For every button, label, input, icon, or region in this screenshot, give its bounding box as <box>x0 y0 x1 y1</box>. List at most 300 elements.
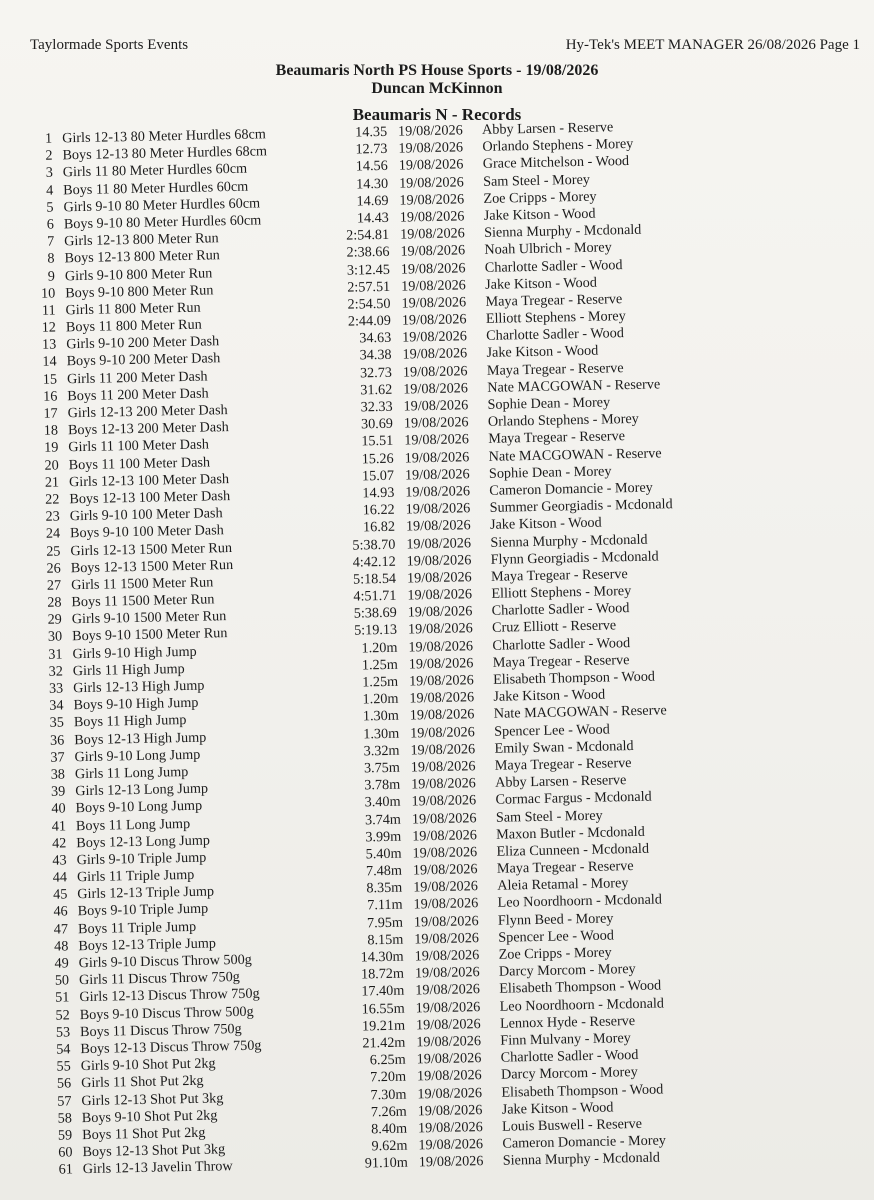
record-mark: 19.21m <box>361 1017 406 1035</box>
record-number: 35 <box>49 714 65 732</box>
record-number: 39 <box>50 783 66 800</box>
record-event: Girls 9-10 Triple Jump <box>76 849 207 869</box>
record-event: Boys 11 1500 Meter Run <box>71 591 215 611</box>
record-athlete: Jake Kitson - Wood <box>493 686 606 705</box>
record-number: 48 <box>54 938 69 955</box>
record-number: 5 <box>46 199 54 216</box>
record-date: 19/08/2026 <box>404 465 470 484</box>
record-event: Boys 9-10 1500 Meter Run <box>71 625 228 645</box>
record-number: 49 <box>54 955 69 972</box>
record-number: 51 <box>55 989 70 1007</box>
record-event: Boys 11 Long Jump <box>75 815 191 834</box>
record-mark: 4:42.12 <box>352 553 396 571</box>
record-mark: 18.72m <box>360 965 405 983</box>
record-mark: 2:38.66 <box>346 244 390 261</box>
record-athlete: Maya Tregear - Reserve <box>494 754 632 774</box>
record-event: Girls 9-10 High Jump <box>72 643 197 662</box>
record-date: 19/08/2026 <box>418 1153 484 1171</box>
record-athlete: Nate MACGOWAN - Reserve <box>493 702 667 723</box>
record-event: Boys 12-13 Discus Throw 750g <box>80 1037 262 1058</box>
record-athlete: Spencer Lee - Wood <box>493 721 610 740</box>
report-title: Beaumaris N - Records <box>352 105 522 124</box>
record-athlete: Cormac Fargus - Mcdonald <box>495 788 652 809</box>
record-mark: 8.35m <box>366 879 403 897</box>
record-mark: 16.55m <box>361 1000 405 1018</box>
record-mark: 7.26m <box>370 1103 407 1121</box>
record-event: Boys 9-10 800 Meter Run <box>65 282 214 302</box>
record-date: 19/08/2026 <box>404 448 470 467</box>
record-number: 59 <box>57 1127 73 1144</box>
record-date: 19/08/2026 <box>408 655 474 673</box>
record-event: Girls 11 Long Jump <box>74 763 189 783</box>
record-number: 57 <box>57 1092 72 1110</box>
record-mark: 16.82 <box>362 519 396 536</box>
record-athlete: Maya Tregear - Reserve <box>496 858 634 877</box>
record-mark: 14.43 <box>356 209 389 227</box>
record-date: 19/08/2026 <box>398 173 464 192</box>
record-event: Girls 12-13 80 Meter Hurdles 68cm <box>61 126 266 147</box>
record-event: Boys 12-13 100 Meter Dash <box>69 487 231 508</box>
record-date: 19/08/2026 <box>418 1136 484 1154</box>
record-number: 11 <box>41 302 56 319</box>
record-athlete: Jake Kitson - Wood <box>489 514 602 534</box>
record-athlete: Sam Steel - Morey <box>495 807 603 826</box>
record-athlete: Spencer Lee - Wood <box>498 927 615 946</box>
record-date: 19/08/2026 <box>401 276 466 295</box>
record-event: Girls 11 High Jump <box>72 660 185 680</box>
record-date: 19/08/2026 <box>401 294 467 312</box>
record-mark: 5:18.54 <box>352 570 397 588</box>
record-date: 19/08/2026 <box>415 981 481 999</box>
record-event: Boys 11 Discus Throw 750g <box>79 1020 242 1040</box>
record-mark: 14.69 <box>356 192 389 210</box>
record-date: 19/08/2026 <box>416 1050 482 1068</box>
record-number: 22 <box>45 491 60 508</box>
record-mark: 17.40m <box>361 983 405 1000</box>
record-event: Girls 11 1500 Meter Run <box>70 574 214 594</box>
record-athlete: Nate MACGOWAN - Reserve <box>487 376 661 396</box>
record-athlete: Abby Larsen - Reserve <box>481 119 614 138</box>
record-mark: 32.33 <box>360 398 393 416</box>
record-number: 16 <box>42 388 58 405</box>
record-mark: 3:12.45 <box>346 261 391 279</box>
record-date: 19/08/2026 <box>399 225 465 243</box>
record-date: 19/08/2026 <box>417 1084 483 1102</box>
record-number: 26 <box>46 560 61 577</box>
record-date: 19/08/2026 <box>414 964 480 982</box>
record-number: 58 <box>57 1110 72 1127</box>
record-number: 12 <box>41 319 57 336</box>
record-event: Girls 11 800 Meter Run <box>65 299 201 319</box>
record-number: 53 <box>55 1024 71 1041</box>
record-athlete: Jake Kitson - Wood <box>485 274 598 293</box>
record-athlete: Leo Noordhoorn - Mcdonald <box>497 891 663 912</box>
record-event: Girls 12-13 Triple Jump <box>77 883 215 903</box>
record-date: 19/08/2026 <box>408 637 474 656</box>
record-number: 19 <box>44 439 59 457</box>
record-event: Boys 11 Triple Jump <box>77 918 197 937</box>
record-mark: 15.26 <box>361 450 394 467</box>
record-event: Girls 9-10 80 Meter Hurdles 60cm <box>63 195 261 216</box>
record-mark: 8.40m <box>371 1120 408 1138</box>
meet-title: Beaumaris North PS House Sports - 19/08/2026 <box>275 62 599 79</box>
record-number: 28 <box>47 594 62 611</box>
record-athlete: Maya Tregear - Reserve <box>486 359 624 379</box>
record-event: Girls 12-13 800 Meter Run <box>64 230 219 250</box>
record-athlete: Sienna Murphy - Mcdonald <box>490 531 648 551</box>
record-date: 19/08/2026 <box>416 1033 482 1051</box>
record-date: 19/08/2026 <box>416 1067 482 1085</box>
record-mark: 14.30m <box>360 948 404 966</box>
record-number: 42 <box>51 835 67 852</box>
record-athlete: Maya Tregear - Reserve <box>485 291 623 310</box>
record-athlete: Orlando Stephens - Morey <box>482 136 634 156</box>
record-mark: 30.69 <box>360 415 394 433</box>
record-mark: 34.63 <box>359 330 392 347</box>
record-date: 19/08/2026 <box>403 397 469 415</box>
record-date: 19/08/2026 <box>413 912 479 931</box>
record-number: 32 <box>48 663 64 680</box>
record-date: 19/08/2026 <box>404 431 470 449</box>
record-athlete: Maxon Butler - Mcdonald <box>496 823 645 843</box>
record-athlete: Eliza Cunneen - Mcdonald <box>496 840 650 860</box>
record-date: 19/08/2026 <box>398 156 464 174</box>
record-mark: 1.25m <box>362 673 399 691</box>
record-event: Boys 9-10 200 Meter Dash <box>66 350 221 370</box>
record-number: 43 <box>52 852 67 869</box>
record-athlete: Charlotte Sadler - Wood <box>491 600 630 620</box>
record-mark: 3.78m <box>364 776 401 794</box>
venue-title: Duncan McKinnon <box>371 80 503 97</box>
record-event: Girls 11 200 Meter Dash <box>66 368 208 387</box>
record-athlete: Jake Kitson - Wood <box>501 1099 614 1118</box>
record-athlete: Jake Kitson - Wood <box>486 343 599 362</box>
record-athlete: Louis Buswell - Reserve <box>501 1115 643 1135</box>
record-mark: 5:38.69 <box>353 604 397 622</box>
record-event: Girls 9-10 100 Meter Dash <box>69 505 223 525</box>
record-athlete: Cruz Elliott - Reserve <box>491 617 617 637</box>
record-event: Girls 11 Shot Put 2kg <box>80 1073 204 1092</box>
record-number: 47 <box>53 921 69 938</box>
record-date: 19/08/2026 <box>403 414 469 432</box>
record-event: Girls 12-13 1500 Meter Run <box>70 539 233 559</box>
record-mark: 7.20m <box>370 1068 407 1086</box>
records-list <box>30 114 874 1179</box>
record-event: Boys 12-13 800 Meter Run <box>64 247 220 267</box>
record-event: Girls 11 80 Meter Hurdles 60cm <box>62 161 248 181</box>
record-mark: 91.10m <box>364 1154 408 1172</box>
record-mark: 5:38.70 <box>352 536 396 554</box>
record-mark: 16.22 <box>362 501 395 519</box>
record-number: 55 <box>56 1058 71 1075</box>
record-event: Boys 9-10 High Jump <box>73 694 199 714</box>
record-athlete: Maya Tregear - Reserve <box>488 428 626 448</box>
record-date: 19/08/2026 <box>399 208 465 226</box>
record-athlete: Maya Tregear - Reserve <box>490 565 628 585</box>
record-number: 2 <box>45 147 53 164</box>
record-athlete: Elliott Stephens - Morey <box>485 308 626 327</box>
record-mark: 3.32m <box>363 742 400 760</box>
record-athlete: Zoe Cripps - Morey <box>483 188 597 207</box>
record-mark: 21.42m <box>362 1034 406 1052</box>
record-number: 10 <box>40 285 56 302</box>
record-number: 50 <box>54 972 70 989</box>
record-number: 38 <box>50 766 66 783</box>
record-event: Boys 11 800 Meter Run <box>65 316 202 336</box>
record-event: Girls 9-10 Discus Throw 500g <box>78 951 252 972</box>
record-event: Boys 11 High Jump <box>73 712 187 731</box>
record-mark: 3.74m <box>364 811 402 828</box>
record-date: 19/08/2026 <box>409 723 475 742</box>
record-number: 40 <box>51 800 66 818</box>
record-athlete: Cameron Domancie - Morey <box>489 479 653 499</box>
record-date: 19/08/2026 <box>413 878 479 896</box>
record-event: Girls 11 Triple Jump <box>76 866 195 886</box>
record-event: Girls 12-13 Javelin Throw <box>82 1158 233 1178</box>
record-mark: 7.48m <box>365 862 403 880</box>
record-mark: 1.30m <box>362 708 399 725</box>
record-athlete: Charlotte Sadler - Wood <box>484 256 623 276</box>
record-number: 30 <box>47 628 63 646</box>
record-mark: 32.73 <box>359 364 393 382</box>
record-date: 19/08/2026 <box>405 483 471 501</box>
record-athlete: Darcy Morcom - Morey <box>500 1064 638 1084</box>
record-event: Boys 9-10 80 Meter Hurdles 60cm <box>63 212 262 233</box>
record-date: 19/08/2026 <box>406 534 472 553</box>
record-number: 9 <box>47 268 56 285</box>
record-mark: 14.93 <box>362 484 395 502</box>
record-date: 19/08/2026 <box>417 1118 483 1137</box>
record-event: Boys 12-13 200 Meter Dash <box>67 419 229 439</box>
record-event: Boys 9-10 100 Meter Dash <box>69 522 224 542</box>
record-date: 19/08/2026 <box>406 551 472 570</box>
record-mark: 15.51 <box>361 433 394 450</box>
record-athlete: Sophie Dean - Morey <box>488 463 612 482</box>
record-athlete: Summer Georgiadis - Mcdonald <box>489 496 673 516</box>
record-date: 19/08/2026 <box>397 122 463 140</box>
record-number: 15 <box>42 371 58 388</box>
record-event: Boys 12-13 80 Meter Hurdles 68cm <box>62 143 268 164</box>
record-date: 19/08/2026 <box>403 380 469 398</box>
record-athlete: Zoe Cripps - Morey <box>498 944 612 963</box>
record-mark: 31.62 <box>360 381 393 399</box>
record-event: Girls 12-13 Long Jump <box>75 780 209 800</box>
record-athlete: Lennox Hyde - Reserve <box>499 1012 636 1032</box>
record-date: 19/08/2026 <box>405 517 471 535</box>
record-date: 19/08/2026 <box>412 861 478 879</box>
record-date: 19/08/2026 <box>411 809 477 827</box>
record-number: 41 <box>51 817 67 835</box>
record-date: 19/08/2026 <box>409 706 475 724</box>
record-mark: 2:44.09 <box>347 312 392 330</box>
record-number: 29 <box>47 611 62 628</box>
record-number: 4 <box>45 182 54 199</box>
record-event: Girls 9-10 800 Meter Run <box>64 264 213 284</box>
record-event: Boys 12-13 1500 Meter Run <box>70 556 234 576</box>
record-athlete: Jake Kitson - Wood <box>483 205 596 224</box>
record-number: 14 <box>42 353 57 371</box>
record-event: Girls 12-13 200 Meter Dash <box>67 402 228 422</box>
record-number: 31 <box>48 646 63 663</box>
record-event: Boys 11 Shot Put 2kg <box>82 1124 206 1144</box>
record-number: 3 <box>45 164 54 182</box>
record-number: 60 <box>58 1144 73 1161</box>
record-date: 19/08/2026 <box>408 672 474 690</box>
record-athlete: Charlotte Sadler - Wood <box>486 325 625 345</box>
record-date: 19/08/2026 <box>409 689 475 707</box>
record-mark: 7.95m <box>366 914 404 932</box>
record-mark: 15.07 <box>361 467 395 485</box>
record-mark: 14.56 <box>355 158 388 175</box>
record-mark: 12.73 <box>355 141 388 158</box>
record-number: 21 <box>44 474 60 491</box>
record-date: 19/08/2026 <box>412 844 478 862</box>
record-number: 20 <box>44 457 59 474</box>
header-software: Hy-Tek's MEET MANAGER 26/08/2026 Page 1 <box>565 37 860 53</box>
record-event: Girls 12-13 High Jump <box>73 677 205 697</box>
record-date: 19/08/2026 <box>401 311 467 329</box>
record-date: 19/08/2026 <box>414 929 480 948</box>
record-event: Boys 12-13 High Jump <box>74 729 207 748</box>
record-mark: 2:54.50 <box>347 295 391 313</box>
record-number: 18 <box>43 422 59 439</box>
record-number: 24 <box>45 525 61 543</box>
record-date: 19/08/2026 <box>402 328 468 346</box>
record-date: 19/08/2026 <box>415 1015 481 1034</box>
record-number: 61 <box>58 1161 74 1178</box>
record-mark: 8.15m <box>367 931 404 949</box>
record-event: Boys 9-10 Discus Throw 500g <box>79 1003 254 1023</box>
record-event: Girls 11 100 Meter Dash <box>68 436 210 456</box>
record-athlete: Emily Swan - Mcdonald <box>494 737 634 757</box>
record-event: Boys 9-10 Triple Jump <box>77 901 209 920</box>
record-event: Boys 12-13 Triple Jump <box>78 935 217 955</box>
record-date: 19/08/2026 <box>405 500 471 518</box>
record-number: 46 <box>53 903 68 921</box>
record-mark: 7.11m <box>367 897 403 914</box>
record-date: 19/08/2026 <box>402 362 468 381</box>
record-athlete: Elisabeth Thompson - Wood <box>501 1080 664 1101</box>
record-athlete: Charlotte Sadler - Wood <box>500 1047 639 1066</box>
record-athlete: Elisabeth Thompson - Wood <box>499 977 662 998</box>
record-date: 19/08/2026 <box>407 603 473 621</box>
record-athlete: Noah Ulbrich - Morey <box>484 239 612 259</box>
record-athlete: Elliott Stephens - Morey <box>491 583 632 602</box>
record-number: 8 <box>47 250 55 267</box>
record-mark: 14.35 <box>355 123 388 141</box>
record-athlete: Sam Steel - Morey <box>482 171 591 190</box>
record-event: Boys 11 100 Meter Dash <box>68 454 211 473</box>
record-number: 23 <box>45 508 60 525</box>
record-event: Girls 11 Discus Throw 750g <box>78 969 240 989</box>
record-date: 19/08/2026 <box>407 620 473 638</box>
record-date: 19/08/2026 <box>410 740 476 759</box>
record-athlete: Aleia Retamal - Morey <box>497 875 629 895</box>
record-athlete: Orlando Stephens - Morey <box>487 411 639 431</box>
record-athlete: Darcy Morcom - Morey <box>498 961 636 980</box>
record-date: 19/08/2026 <box>412 826 478 845</box>
record-mark: 7.30m <box>370 1086 407 1103</box>
record-athlete: Sienna Murphy - Mcdonald <box>483 221 642 242</box>
record-event: Boys 9-10 Long Jump <box>75 797 203 817</box>
record-mark: 9.62m <box>371 1137 408 1155</box>
record-number: 44 <box>52 869 68 886</box>
record-mark: 1.20m <box>362 690 399 708</box>
record-number: 52 <box>55 1006 70 1024</box>
record-athlete: Flynn Georgiadis - Mcdonald <box>490 548 659 568</box>
record-event: Girls 12-13 100 Meter Dash <box>68 470 230 491</box>
record-date: 19/08/2026 <box>399 191 465 209</box>
record-date: 19/08/2026 <box>417 1101 483 1120</box>
record-athlete: Abby Larsen - Reserve <box>495 772 627 791</box>
record-number: 54 <box>56 1041 71 1058</box>
record-number: 6 <box>46 216 55 233</box>
record-athlete: Finn Mulvany - Morey <box>500 1030 631 1049</box>
record-athlete: Leo Noordhoorn - Mcdonald <box>499 995 665 1015</box>
record-event: Girls 9-10 Shot Put 2kg <box>80 1055 216 1075</box>
record-event: Girls 12-13 Shot Put 3kg <box>81 1089 224 1109</box>
record-event: Boys 11 80 Meter Hurdles 60cm <box>63 178 249 198</box>
record-date: 19/08/2026 <box>400 242 466 260</box>
record-date: 19/08/2026 <box>413 895 479 913</box>
record-athlete: Nate MACGOWAN - Reserve <box>488 444 662 465</box>
record-date: 19/08/2026 <box>402 345 468 364</box>
record-mark: 3.75m <box>363 759 401 777</box>
record-mark: 1.20m <box>361 639 398 657</box>
record-athlete: Sienna Murphy - Mcdonald <box>502 1149 661 1169</box>
record-number: 34 <box>49 697 64 714</box>
record-event: Boys 11 200 Meter Dash <box>67 385 209 405</box>
record-number: 13 <box>41 336 57 354</box>
record-event: Girls 9-10 1500 Meter Run <box>71 608 227 628</box>
record-date: 19/08/2026 <box>411 775 476 793</box>
record-mark: 3.99m <box>365 828 402 846</box>
record-mark: 14.30 <box>356 175 389 193</box>
record-number: 17 <box>43 405 58 422</box>
record-mark: 6.25m <box>369 1051 406 1069</box>
record-event: Girls 9-10 200 Meter Dash <box>66 333 220 353</box>
record-event: Boys 12-13 Long Jump <box>76 832 211 851</box>
record-number: 36 <box>49 731 65 749</box>
record-date: 19/08/2026 <box>406 569 472 587</box>
record-mark: 34.38 <box>359 347 392 364</box>
record-number: 37 <box>50 749 65 766</box>
record-mark: 2:54.81 <box>346 226 390 244</box>
record-date: 19/08/2026 <box>398 139 464 157</box>
header-org: Taylormade Sports Events <box>30 37 189 53</box>
record-number: 25 <box>46 542 61 560</box>
record-mark: 5.40m <box>365 845 402 863</box>
record-event: Girls 12-13 Discus Throw 750g <box>79 985 260 1006</box>
record-athlete: Charlotte Sadler - Wood <box>492 634 631 654</box>
record-mark: 1.30m <box>363 725 400 742</box>
record-number: 1 <box>44 130 53 147</box>
record-date: 19/08/2026 <box>414 947 480 965</box>
record-mark: 4:51.71 <box>353 587 397 605</box>
record-event: Girls 9-10 Long Jump <box>74 746 201 765</box>
record-date: 19/08/2026 <box>400 259 466 278</box>
record-athlete: Grace Mitchelson - Wood <box>482 153 630 173</box>
record-athlete: Sophie Dean - Morey <box>487 394 611 413</box>
record-mark: 1.25m <box>361 656 398 674</box>
record-mark: 2:57.51 <box>347 278 391 296</box>
record-event: Boys 9-10 Shot Put 2kg <box>81 1107 218 1126</box>
record-athlete: Maya Tregear - Reserve <box>492 651 630 671</box>
record-number: 56 <box>56 1075 72 1092</box>
record-date: 19/08/2026 <box>407 586 473 604</box>
record-mark: 3.40m <box>364 794 401 811</box>
record-athlete: Elisabeth Thompson - Wood <box>492 668 656 688</box>
